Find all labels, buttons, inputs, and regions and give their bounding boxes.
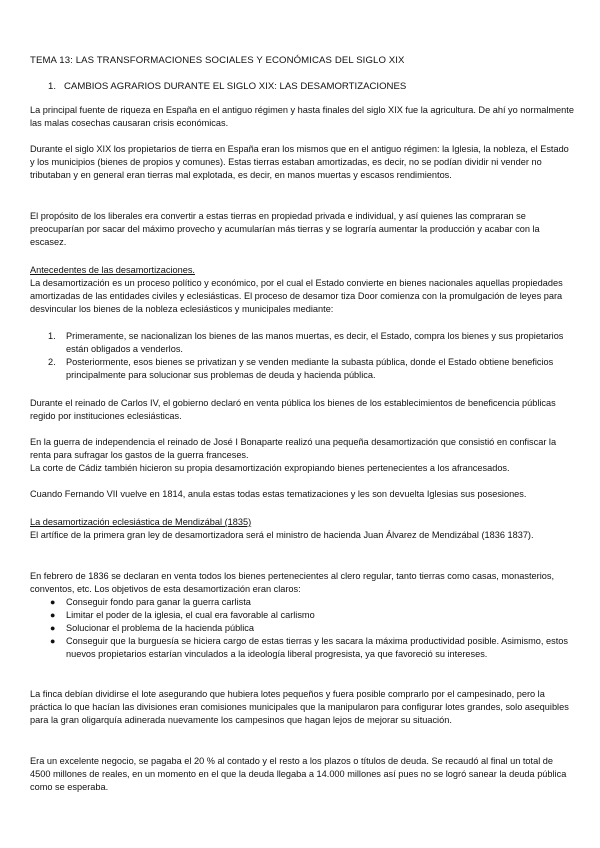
list-item: [48, 330, 575, 356]
bullet-icon: ●: [50, 636, 56, 646]
paragraph-fernando-vii: Cuando Fernando VII vuelve en 1814, anula estas todas estas tematizaciones y les son devuelta Iglesias sus posesiones.: [30, 489, 527, 499]
paragraph-finca-lotes: La finca debían dividirse el lote asegurando que hubiera lotes pequeños y fuera posible comprarlo por el campesinado, pero la práctica lo que hacían las divisiones eran comisiones municipales que la manipularon para configurar lotes grandes, solo asequibles para la gran oligarquía adinerada nuevamente los campesinos que hagan lejos de mejorar su situación.: [30, 689, 569, 725]
paragraph-negocio: Era un excelente negocio, se pagaba el 20 % al contado y el resto a los plazos o títulos de deuda. Se recaudó al final un total de 4500 millones de reales, en un momento en el que la deuda llegaba a 14.000 millones así pues no se logró sanear la deuda pública como se esperaba.: [30, 756, 567, 792]
paragraph-carlos-iv: Durante el reinado de Carlos IV, el gobierno declaró en venta pública los bienes de los establecimientos de beneficencia públicas regido por instituciones eclesiásticas.: [30, 398, 556, 421]
paragraph-riqueza: La principal fuente de riqueza en España en el antiguo régimen y hasta finales del siglo XIX fue la agricultura. De ahí yo normalmente las malas cosechas causaran crisis económicas.: [30, 105, 574, 128]
list-marker: 1.: [48, 331, 56, 341]
list-item: [48, 622, 575, 635]
paragraph-proposito-liberales: El propósito de los liberales era convertir a estas tierras en propiedad privada e individual, y así quienes las compraran se preocuparían por sacar del máximo provecho y acumularían más tierras y se lograría aumentar la producción y acabar con la escasez.: [30, 211, 540, 247]
list-item: [48, 356, 575, 382]
list-item: [48, 609, 575, 622]
section-number: 1.: [48, 81, 57, 92]
paragraph-propietarios: Durante el siglo XIX los propietarios de tierra en España eran los mismos que en el antiguo régimen: la Iglesia, la nobleza, el Estado y los municipios (bienes de propios y comunes). Estas tierras estaban amortizadas, es decir, no se podían dividir ni vender no tributaban y en general eran tierras mal explotada, es decir, en manos muertas y escasos rendimientos.: [30, 144, 569, 180]
list-item-text: Primeramente, se nacionalizan los bienes de las manos muertas, es decir, el Estado, compra los bienes y sus propietarios están obligados a venderlos.: [66, 331, 564, 354]
list-item-text: Conseguir que la burguesía se hiciera cargo de estas tierras y les sacara la máxima productividad posible. Asimismo, estos nuevos propietarios estarían vinculados a la ideología liberal progresista, ya que favoreció su intereses.: [66, 636, 568, 659]
list-item-text: Solucionar el problema de la hacienda pública: [66, 623, 254, 633]
paragraph-desamortizacion-definicion: La desamortización es un proceso político y económico, por el cual el Estado convierte en bienes nacionales aquellas propiedades amortizadas de las entidades civiles y eclesiásticas. El proceso de desamor tiza Door comienza con la promulgación de leyes para desvincular los bienes de la nobleza eclesiásticos y municipales mediante:: [30, 278, 563, 314]
list-marker: 2.: [48, 357, 56, 367]
list-item: [48, 635, 575, 661]
document-title: TEMA 13: LAS TRANSFORMACIONES SOCIALES Y ECONÓMICAS DEL SIGLO XIX: [30, 55, 405, 66]
bullet-icon: ●: [50, 610, 56, 620]
list-item-text: Posteriormente, esos bienes se privatizan y se venden mediante la subasta pública, donde el Estado obtiene beneficios principalmente para solucionar sus problemas de deuda y hacienda pública.: [66, 357, 554, 380]
section-heading-text: CAMBIOS AGRARIOS DURANTE EL SIGLO XIX: LAS DESAMORTIZACIONES: [64, 81, 407, 92]
section-heading-cambios-agrarios: [48, 80, 593, 93]
list-item-text: Conseguir fondo para ganar la guerra carlista: [66, 597, 251, 607]
bullet-list-objetivos: [48, 596, 575, 661]
paragraph-artifice: El artífice de la primera gran ley de desamortizadora será el ministro de hacienda Juan Álvarez de Mendizábal (1836 1837).: [30, 530, 534, 540]
bullet-icon: ●: [50, 623, 56, 633]
bullet-icon: ●: [50, 597, 56, 607]
paragraph-febrero-1836: En febrero de 1836 se declaran en venta todos los bienes pertenecientes al clero regular, tanto tierras como casas, monasterios, conventos, etc. Los objetivos de esta desamortización eran claros:: [30, 571, 554, 594]
list-item-text: Limitar el poder de la iglesia, el cual era favorable al carlismo: [66, 610, 315, 620]
heading-mendizabal: La desamortización eclesiástica de Mendizábal (1835): [30, 517, 252, 527]
paragraph-corte-cadiz: La corte de Cádiz también hicieron su propia desamortización expropiando bienes pertenecientes a los afrancesados.: [30, 463, 510, 473]
list-item: [48, 596, 575, 609]
heading-antecedentes: Antecedentes de las desamortizaciones.: [30, 265, 195, 275]
paragraph-guerra-independencia: En la guerra de independencia el reinado de José I Bonaparte realizó una pequeña desamortización que consistió en confiscar la renta para sufragar los gastos de la guerra franceses.: [30, 437, 557, 460]
numbered-list-pasos: [48, 330, 575, 382]
